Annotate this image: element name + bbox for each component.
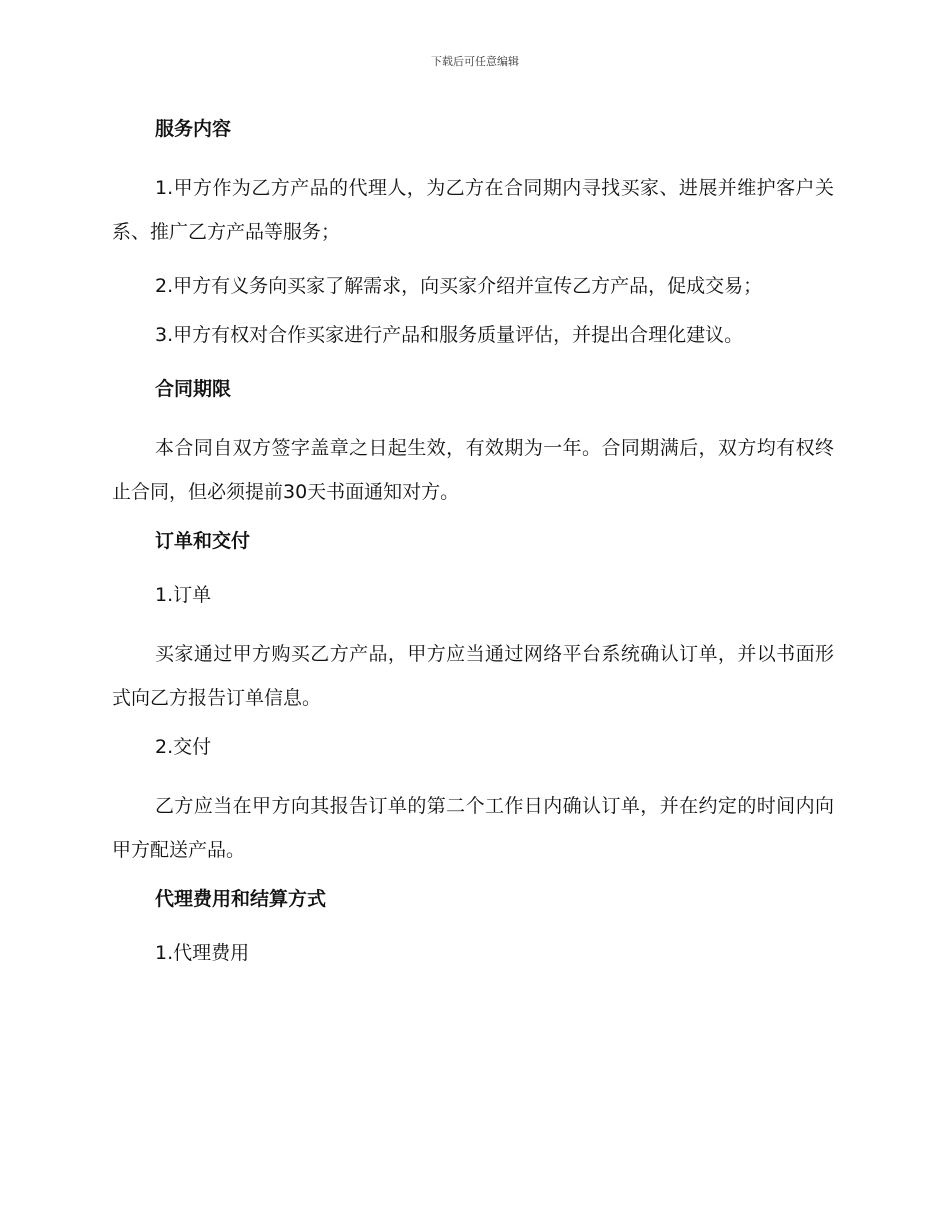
section-heading-order-delivery: 订单和交付: [155, 530, 251, 552]
paragraph-delivery-title: 2.交付: [155, 736, 212, 758]
paragraph-term: 本合同自双方签字盖章之日起生效，有效期为一年。合同期满后，双方均有权终止合同，但必须提前30天书面通知对方。: [112, 437, 834, 503]
paragraph-service-1: 1.甲方作为乙方产品的代理人，为乙方在合同期内寻找买家、进展并维护客户关系、推广乙方产品等服务；: [112, 177, 834, 243]
section-heading-fees: 代理费用和结算方式: [155, 888, 327, 910]
section-heading-term: 合同期限: [155, 378, 232, 400]
document-body: [112, 112, 834, 990]
paragraph-service-3: 3.甲方有权对合作买家进行产品和服务质量评估，并提出合理化建议。: [155, 324, 744, 346]
page-header-note: 下载后可任意编辑: [431, 55, 519, 68]
paragraph-delivery-body: 乙方应当在甲方向其报告订单的第二个工作日内确认订单，并在约定的时间内向甲方配送产品。: [112, 795, 834, 861]
paragraph-fees-title: 1.代理费用: [155, 942, 250, 964]
paragraph-order-body: 买家通过甲方购买乙方产品，甲方应当通过网络平台系统确认订单，并以书面形式向乙方报告订单信息。: [112, 643, 834, 709]
section-heading-service: 服务内容: [155, 118, 232, 140]
paragraph-service-2: 2.甲方有义务向买家了解需求，向买家介绍并宣传乙方产品，促成交易；: [155, 275, 763, 297]
paragraph-order-title: 1.订单: [155, 584, 212, 606]
